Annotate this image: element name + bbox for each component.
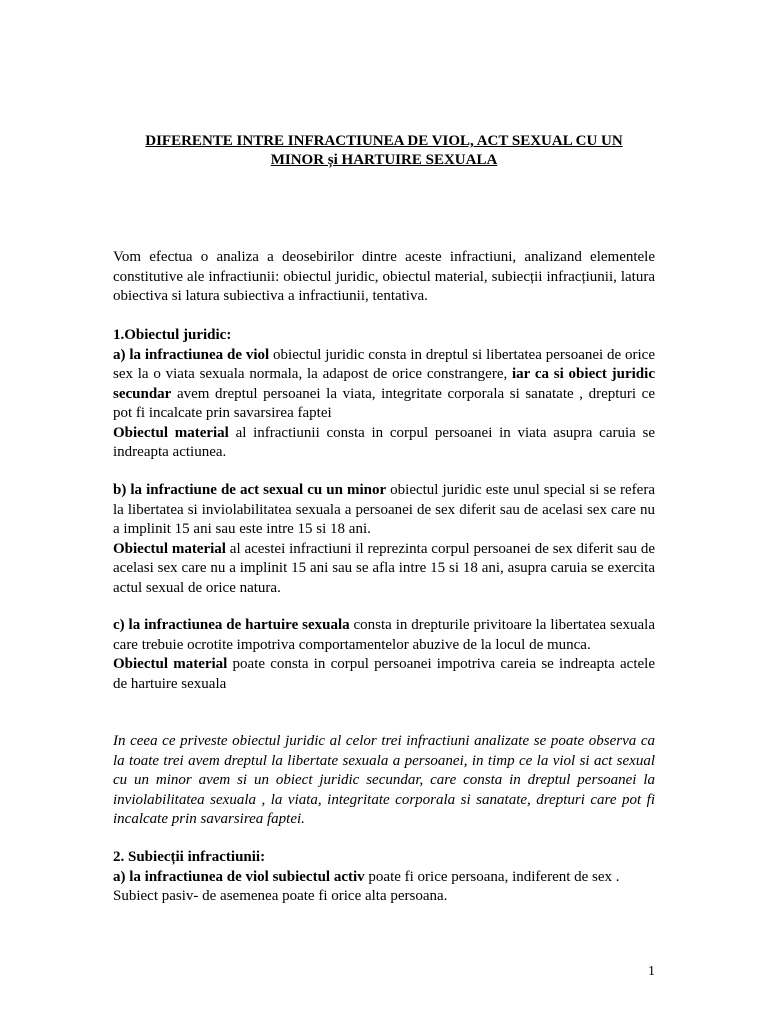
paragraph-1b-material: Obiectul material al acestei infractiuni il reprezinta corpul persoanei de sex diferit sau de acelasi sex care nu a implinit 15 ani sau se afla intre 15 si 18 ani, asupra caruia se exercita actul sexual de orice natura. [113, 540, 655, 596]
section-1-summary: In ceea ce priveste obiectul juridic al celor trei infractiuni analizate se poate observa ca la toate trei avem dreptul la libertate sexuala a persoanei, in timp ce la viol si act sexual cu un minor avem si un obiect juridic secundar, care consta in dreptul persoanei la inviolabilitatea sexuala , la viata, integritate corporala si sanatate, drepturi care pot fi incalcate prin savarsirea faptei. [113, 733, 655, 827]
section-heading: 2. Subiecții infractiunii: [113, 849, 266, 865]
paragraph-1c-material: Obiectul material poate consta in corpul persoanei impotriva careia se indreapta actele de hartuire sexuala [113, 656, 655, 692]
title-line-1: DIFERENTE INTRE INFRACTIUNEA DE VIOL, ACT SEXUAL CU UN [145, 133, 623, 149]
section-2 [113, 848, 655, 907]
paragraph-1a: a) la infractiunea de viol obiectul juridic consta in dreptul si libertatea persoanei de orice sex la o viata sexuala normala, la adapost de orice constrangere, iar ca si obiect juridic secundar avem dreptul persoanei la viata, integritate corporala si sanatate , drepturi ce pot fi incalcate prin savarsirea faptei [113, 346, 655, 421]
paragraph-2a-passive: Subiect pasiv- de asemenea poate fi orice alta persoana. [113, 888, 448, 904]
title-line-2: MINOR și HARTUIRE SEXUALA [270, 152, 498, 168]
section-heading: 1.Obiectul juridic: [113, 327, 232, 343]
document-title [113, 132, 655, 170]
paragraph-1b: b) la infractiune de act sexual cu un minor obiectul juridic este unul special si se refera la libertatea si inviolabilitatea sexuala a persoanei de sex diferit sau de acelasi sex care nu a implinit 15 ani sau este intre 15 si 18 ani. [113, 482, 655, 537]
paragraph-1a-material: Obiectul material al infractiunii consta in corpul persoanei in viata asupra caruia se indreapta actiunea. [113, 424, 655, 460]
paragraph-1c: c) la infractiunea de hartuire sexuala consta in drepturile privitoare la libertatea sexuala care trebuie ocrotite impotriva comportamentelor abuzive de la locul de munca. [113, 617, 656, 653]
section-1-a [113, 326, 655, 463]
page-number: 1 [648, 964, 655, 979]
intro-paragraph: Vom efectua o analiza a deosebirilor dintre aceste infractiuni, analizand elementele constitutive ale infractiunii: obiectul juridic, obiectul material, subiecții infracțiunii, latura obiectiva si latura subiectiva a infractiunii, tentativa. [113, 249, 655, 304]
paragraph-2a: a) la infractiunea de viol subiectul activ poate fi orice persoana, indiferent de sex . [113, 868, 620, 885]
section-1-c [113, 616, 655, 694]
section-1-b [113, 481, 655, 598]
